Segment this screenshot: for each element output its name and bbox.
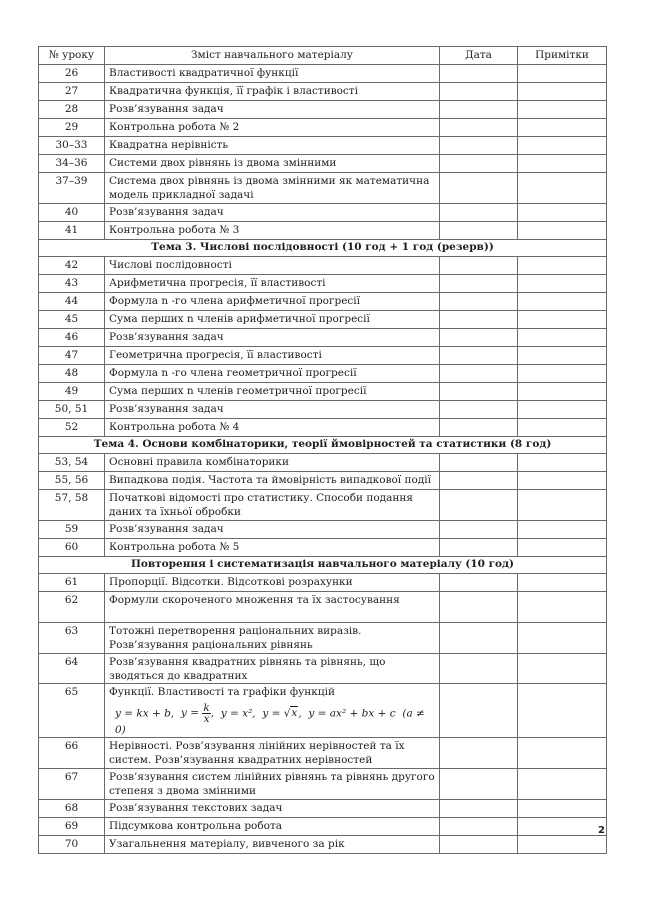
date-cell[interactable] xyxy=(440,311,518,329)
lesson-topic xyxy=(105,472,440,490)
table-row xyxy=(39,574,607,592)
date-cell[interactable] xyxy=(440,454,518,472)
table-row xyxy=(39,818,607,836)
date-cell[interactable] xyxy=(440,818,518,836)
lesson-topic-text: Початкові відомості про статистику. Способи подання даних та їхньої обробки xyxy=(109,492,414,518)
lesson-number: 69 xyxy=(39,818,105,836)
date-cell[interactable] xyxy=(440,65,518,83)
date-cell[interactable] xyxy=(440,155,518,173)
notes-cell[interactable] xyxy=(518,539,607,557)
date-cell[interactable] xyxy=(440,293,518,311)
lesson-topic xyxy=(105,222,440,240)
lesson-number: 67 xyxy=(39,769,105,800)
lesson-topic-text: Функції. Властивості та графіки функцій xyxy=(109,686,335,698)
date-cell[interactable] xyxy=(440,684,518,738)
table-row xyxy=(39,257,607,275)
notes-cell[interactable] xyxy=(518,836,607,854)
lesson-topic-text: Квадратична функція, її графік і властивості xyxy=(109,85,358,97)
lesson-number: 42 xyxy=(39,257,105,275)
lesson-number: 37–39 xyxy=(39,173,105,204)
lesson-topic-text: Узагальнення матеріалу, вивченого за рік xyxy=(109,838,345,850)
date-cell[interactable] xyxy=(440,419,518,437)
notes-cell[interactable] xyxy=(518,401,607,419)
lesson-topic xyxy=(105,83,440,101)
lesson-topic-text: Розв’язування текстових задач xyxy=(109,802,283,814)
date-cell[interactable] xyxy=(440,204,518,222)
section-title: Повторення і систематизація навчального матеріалу (10 год) xyxy=(39,557,607,574)
lesson-number: 57, 58 xyxy=(39,490,105,521)
lesson-topic xyxy=(105,101,440,119)
table-row xyxy=(39,472,607,490)
lesson-topic-text: Контрольна робота № 4 xyxy=(109,421,240,433)
table-row xyxy=(39,738,607,769)
lesson-topic-text: Формула n -го члена арифметичної прогресії xyxy=(109,295,361,307)
table-row xyxy=(39,65,607,83)
lesson-number: 53, 54 xyxy=(39,454,105,472)
lesson-number: 55, 56 xyxy=(39,472,105,490)
lesson-number: 28 xyxy=(39,101,105,119)
lesson-topic xyxy=(105,173,440,204)
lesson-topic xyxy=(105,539,440,557)
lesson-topic-text: Сума перших n членів геометричної прогресії xyxy=(109,385,367,397)
notes-cell[interactable] xyxy=(518,83,607,101)
table-row xyxy=(39,155,607,173)
formula-square: y = x², xyxy=(220,707,256,719)
date-cell[interactable] xyxy=(440,329,518,347)
lesson-topic-text: Розв’язування задач xyxy=(109,206,224,218)
date-cell[interactable] xyxy=(440,347,518,365)
table-row xyxy=(39,365,607,383)
lesson-topic-text: Контрольна робота № 5 xyxy=(109,541,240,553)
date-cell[interactable] xyxy=(440,119,518,137)
lesson-number: 41 xyxy=(39,222,105,240)
lesson-topic-text: Геометрична прогресія, її властивості xyxy=(109,349,322,361)
table-body xyxy=(39,65,607,854)
notes-cell[interactable] xyxy=(518,521,607,539)
lesson-number: 34–36 xyxy=(39,155,105,173)
table-row xyxy=(39,383,607,401)
lesson-topic-text: Пропорції. Відсотки. Відсоткові розрахунки xyxy=(109,576,353,588)
lesson-topic xyxy=(105,311,440,329)
section-header-row xyxy=(39,240,607,257)
lesson-number: 44 xyxy=(39,293,105,311)
lesson-number: 27 xyxy=(39,83,105,101)
lesson-number: 60 xyxy=(39,539,105,557)
date-cell[interactable] xyxy=(440,365,518,383)
table-row xyxy=(39,204,607,222)
lesson-topic-text: Арифметична прогресія, її властивості xyxy=(109,277,326,289)
date-cell[interactable] xyxy=(440,539,518,557)
lesson-number: 59 xyxy=(39,521,105,539)
lesson-topic-text: Властивості квадратичної функції xyxy=(109,67,299,79)
notes-cell[interactable] xyxy=(518,818,607,836)
lesson-topic xyxy=(105,347,440,365)
table-row xyxy=(39,293,607,311)
notes-cell[interactable] xyxy=(518,257,607,275)
lesson-number: 63 xyxy=(39,623,105,654)
lesson-topic-text: Розв’язування задач xyxy=(109,103,224,115)
lesson-topic xyxy=(105,454,440,472)
function-formulas xyxy=(109,703,435,738)
notes-cell[interactable] xyxy=(518,293,607,311)
lesson-topic-text: Формула n -го члена геометричної прогресії xyxy=(109,367,357,379)
date-cell[interactable] xyxy=(440,275,518,293)
notes-cell[interactable] xyxy=(518,365,607,383)
notes-cell[interactable] xyxy=(518,347,607,365)
notes-cell[interactable] xyxy=(518,155,607,173)
date-cell[interactable] xyxy=(440,137,518,155)
lesson-topic xyxy=(105,738,440,769)
lesson-topic-text: Тотожні перетворення раціональних виразів. Розв’язування раціональних рівнянь xyxy=(109,625,362,651)
lesson-topic xyxy=(105,623,440,654)
section-title: Тема 4. Основи комбінаторики, теорії ймовірностей та статистики (8 год) xyxy=(39,437,607,454)
lesson-number: 46 xyxy=(39,329,105,347)
notes-cell[interactable] xyxy=(518,329,607,347)
lesson-topic xyxy=(105,684,440,738)
formula-condition: (a ≠ 0) xyxy=(115,707,425,736)
notes-cell[interactable] xyxy=(518,137,607,155)
notes-cell[interactable] xyxy=(518,311,607,329)
date-cell[interactable] xyxy=(440,800,518,818)
lesson-topic-text: Розв’язування задач xyxy=(109,523,224,535)
date-cell[interactable] xyxy=(440,592,518,623)
lesson-number: 62 xyxy=(39,592,105,623)
formula-sqrt: y = √x, xyxy=(262,707,302,719)
table-row xyxy=(39,83,607,101)
lesson-number: 29 xyxy=(39,119,105,137)
table-row xyxy=(39,490,607,521)
lesson-topic-text: Нерівності. Розв’язування лінійних нерівностей та їх систем. Розв’язування квадратних нерівностей xyxy=(109,740,405,766)
table-row xyxy=(39,401,607,419)
table-row xyxy=(39,684,607,738)
date-cell[interactable] xyxy=(440,83,518,101)
lesson-number: 30–33 xyxy=(39,137,105,155)
formula-inverse: y = $\frac{k}{x}$ , xyxy=(180,701,215,725)
lesson-number: 26 xyxy=(39,65,105,83)
lesson-topic xyxy=(105,65,440,83)
lesson-topic xyxy=(105,654,440,684)
lesson-topic-text: Розв’язування задач xyxy=(109,403,224,415)
header-lesson-number: № уроку xyxy=(39,47,105,65)
lesson-topic xyxy=(105,119,440,137)
lesson-number: 47 xyxy=(39,347,105,365)
notes-cell[interactable] xyxy=(518,275,607,293)
table-row xyxy=(39,592,607,623)
lesson-number: 70 xyxy=(39,836,105,854)
lesson-topic-text: Підсумкова контрольна робота xyxy=(109,820,283,832)
lesson-topic-text: Випадкова подія. Частота та ймовірність випадкової події xyxy=(109,474,431,486)
notes-cell[interactable] xyxy=(518,65,607,83)
lesson-topic xyxy=(105,257,440,275)
lesson-plan-table xyxy=(38,46,607,854)
table-row xyxy=(39,137,607,155)
page-number: 2 xyxy=(598,825,605,836)
date-cell[interactable] xyxy=(440,654,518,684)
lesson-topic xyxy=(105,592,440,623)
notes-cell[interactable] xyxy=(518,419,607,437)
table-row xyxy=(39,654,607,684)
notes-cell[interactable] xyxy=(518,490,607,521)
date-cell[interactable] xyxy=(440,490,518,521)
section-header-row xyxy=(39,437,607,454)
table-row xyxy=(39,119,607,137)
lesson-number: 45 xyxy=(39,311,105,329)
lesson-topic xyxy=(105,818,440,836)
notes-cell[interactable] xyxy=(518,101,607,119)
formula-quadratic: y = ax² + bx + c xyxy=(308,707,396,719)
date-cell[interactable] xyxy=(440,173,518,204)
table-row xyxy=(39,222,607,240)
table-row xyxy=(39,101,607,119)
lesson-topic-text: Сума перших n членів арифметичної прогресії xyxy=(109,313,370,325)
table-row xyxy=(39,539,607,557)
date-cell[interactable] xyxy=(440,769,518,800)
lesson-topic-text: Основні правила комбінаторики xyxy=(109,456,289,468)
lesson-topic-text: Квадратна нерівність xyxy=(109,139,229,151)
lesson-topic xyxy=(105,574,440,592)
lesson-topic xyxy=(105,401,440,419)
lesson-topic xyxy=(105,329,440,347)
notes-cell[interactable] xyxy=(518,574,607,592)
lesson-number: 65 xyxy=(39,684,105,738)
notes-cell[interactable] xyxy=(518,472,607,490)
lesson-topic-text: Розв’язування систем лінійних рівнянь та рівнянь другого степеня з двома змінними xyxy=(109,771,435,797)
lesson-topic-text: Контрольна робота № 2 xyxy=(109,121,240,133)
date-cell[interactable] xyxy=(440,623,518,654)
formula-linear: y = kx + b, xyxy=(115,707,175,719)
lesson-topic-text: Розв’язування квадратних рівнянь та рівнянь, що зводяться до квадратних xyxy=(109,656,386,682)
table-row xyxy=(39,800,607,818)
table-row xyxy=(39,311,607,329)
notes-cell[interactable] xyxy=(518,592,607,623)
lesson-topic-text: Системи двох рівнянь із двома змінними xyxy=(109,157,337,169)
table-row xyxy=(39,329,607,347)
lesson-number: 68 xyxy=(39,800,105,818)
date-cell[interactable] xyxy=(440,257,518,275)
table-row xyxy=(39,419,607,437)
notes-cell[interactable] xyxy=(518,623,607,654)
lesson-topic xyxy=(105,293,440,311)
lesson-topic xyxy=(105,800,440,818)
notes-cell[interactable] xyxy=(518,800,607,818)
notes-cell[interactable] xyxy=(518,654,607,684)
lesson-number: 61 xyxy=(39,574,105,592)
lesson-topic-text: Система двох рівнянь із двома змінними як математична модель прикладної задачі xyxy=(109,175,430,201)
lesson-number: 49 xyxy=(39,383,105,401)
date-cell[interactable] xyxy=(440,222,518,240)
lesson-topic xyxy=(105,204,440,222)
notes-cell[interactable] xyxy=(518,769,607,800)
lesson-topic-text: Формули скороченого множення та їх застосування xyxy=(109,594,400,606)
lesson-topic-text: Контрольна робота № 3 xyxy=(109,224,240,236)
section-title: Тема 3. Числові послідовності (10 год + 1 год (резерв)) xyxy=(39,240,607,257)
lesson-number: 40 xyxy=(39,204,105,222)
table-row xyxy=(39,173,607,204)
table-row xyxy=(39,623,607,654)
lesson-topic xyxy=(105,836,440,854)
table-row xyxy=(39,521,607,539)
lesson-topic xyxy=(105,137,440,155)
lesson-topic xyxy=(105,383,440,401)
section-header-row xyxy=(39,557,607,574)
lesson-number: 43 xyxy=(39,275,105,293)
table-row xyxy=(39,454,607,472)
date-cell[interactable] xyxy=(440,101,518,119)
table-row xyxy=(39,275,607,293)
table-row xyxy=(39,347,607,365)
date-cell[interactable] xyxy=(440,836,518,854)
lesson-topic xyxy=(105,365,440,383)
header-row xyxy=(39,47,607,65)
notes-cell[interactable] xyxy=(518,222,607,240)
notes-cell[interactable] xyxy=(518,454,607,472)
lesson-topic xyxy=(105,419,440,437)
notes-cell[interactable] xyxy=(518,738,607,769)
lesson-number: 52 xyxy=(39,419,105,437)
lesson-topic xyxy=(105,490,440,521)
date-cell[interactable] xyxy=(440,574,518,592)
header-content: Зміст навчального матеріалу xyxy=(105,47,440,65)
date-cell[interactable] xyxy=(440,738,518,769)
date-cell[interactable] xyxy=(440,383,518,401)
lesson-topic xyxy=(105,275,440,293)
lesson-number: 48 xyxy=(39,365,105,383)
table-row xyxy=(39,769,607,800)
date-cell[interactable] xyxy=(440,401,518,419)
lesson-topic-text: Числові послідовності xyxy=(109,259,232,271)
header-notes: Примітки xyxy=(518,47,607,65)
lesson-number: 66 xyxy=(39,738,105,769)
notes-cell[interactable] xyxy=(518,119,607,137)
lesson-number: 50, 51 xyxy=(39,401,105,419)
lesson-topic xyxy=(105,769,440,800)
notes-cell[interactable] xyxy=(518,173,607,204)
lesson-topic-text: Розв’язування задач xyxy=(109,331,224,343)
table-row xyxy=(39,836,607,854)
header-date: Дата xyxy=(440,47,518,65)
date-cell[interactable] xyxy=(440,472,518,490)
lesson-topic xyxy=(105,521,440,539)
date-cell[interactable] xyxy=(440,521,518,539)
notes-cell[interactable] xyxy=(518,684,607,738)
notes-cell[interactable] xyxy=(518,383,607,401)
notes-cell[interactable] xyxy=(518,204,607,222)
lesson-number: 64 xyxy=(39,654,105,684)
lesson-topic xyxy=(105,155,440,173)
